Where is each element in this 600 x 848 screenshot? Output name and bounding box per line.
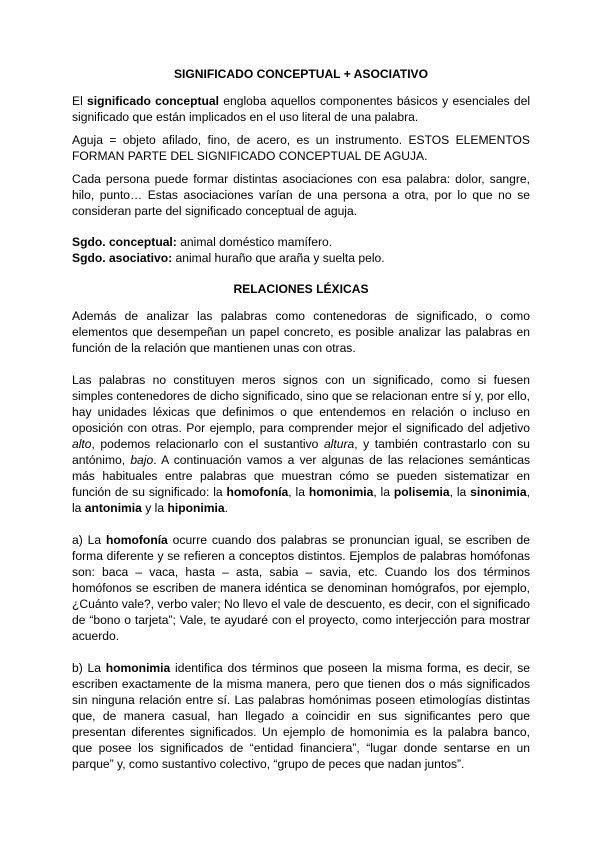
- text-run: , la: [72, 485, 530, 515]
- text-run: identifica dos términos que poseen la misma forma, es decir, se escriben exactamente de la misma manera, pero que tienen dos o más significados sin ninguna relación entre sí. Las palabras homónimas poseen etimologías distintas que, de manera casual, han llegado a coincidir en sus significantes pero que presentan diferentes significados. Un ejemplo de homonimia es la palabra banco, que posee los significados de “entidad financiera”, “lugar donde sentarse en un parque” y, como sustantivo colectivo, “grupo de peces que nadan juntos”.: [72, 661, 530, 771]
- bold-term: homonimia: [308, 485, 374, 499]
- paragraph-homonimia: [72, 660, 530, 772]
- text-run: . A continuación vamos a ver algunas de las relaciones semánticas más habituales entre palabras que muestran cómo se pueden sistematizar en función de su significado: la: [72, 453, 530, 499]
- bold-term: sinonimia: [470, 485, 527, 499]
- text-run: .: [224, 501, 228, 515]
- definition-text: animal doméstico mamífero.: [176, 235, 333, 249]
- definition-text: animal huraño que araña y suelta pelo.: [172, 251, 385, 265]
- bold-term: homonimia: [105, 661, 171, 675]
- italic-term: bajo: [130, 453, 154, 467]
- definition-label: Sgdo. conceptual:: [72, 235, 177, 249]
- text-run: a) La: [72, 533, 106, 547]
- italic-term: alto: [72, 437, 92, 451]
- definition-conceptual: [72, 234, 530, 250]
- text-run: , la: [373, 485, 394, 499]
- bold-term: significado conceptual: [87, 94, 220, 108]
- bold-term: homofonía: [105, 533, 168, 547]
- definition-label: Sgdo. asociativo:: [72, 251, 173, 265]
- bold-term: homofonía: [226, 485, 289, 499]
- bold-term: antonimia: [84, 501, 142, 515]
- paragraph-lexical-relations: [72, 372, 530, 516]
- paragraph-conceptual-def: [72, 93, 530, 125]
- paragraph-associations: Cada persona puede formar distintas asociaciones con esa palabra: dolor, sangre, hilo, punto… Estas asociaciones varían de una persona a otra, por lo que no se consideran parte del significado conceptual de aguja.: [72, 172, 530, 218]
- text-run: , y también contrastarlo con su antónimo,: [72, 437, 530, 467]
- text-run: ocurre cuando dos palabras se pronuncian igual, se escriben de forma diferente y se refieren a conceptos distintos. Ejemplos de palabras homófonas son: baca – vaca, hasta – asta, sabia – savia, etc. Cuando los dos términos homófonos se escriben de manera idéntica se denominan homógrafos, por ejemplo, ¿Cuánto vale?, verbo valer; No llevo el vale de descuento, es decir, con el significado de “bono o tarjeta”; Vale, te ayudaré con el proyecto, como interjección para mostrar acuerdo.: [72, 533, 530, 643]
- text-run: Las palabras no constituyen meros signos con un significado, como si fuesen simples contenedores de dicho significado, sino que se relacionan entre sí y, por ello, hay unidades léxicas que definimos o que entendemos en relación o incluso en oposición con otras. Por ejemplo, para comprender mejor el significado del adjetivo: [72, 373, 530, 435]
- text-run: , la: [449, 485, 471, 499]
- text-run: , la: [288, 485, 309, 499]
- text-run: engloba aquellos componentes básicos y esenciales del significado que están implicados en el uso literal de una palabra.: [72, 94, 531, 124]
- bold-term: hiponimia: [167, 501, 225, 515]
- bold-term: polisemia: [393, 485, 450, 499]
- section-title-lexical: RELACIONES LÉXICAS: [233, 282, 369, 296]
- text-run: y la: [141, 501, 168, 515]
- text-run: El: [72, 94, 88, 108]
- text-run: b) La: [72, 661, 106, 675]
- paragraph-lexical-intro: Además de analizar las palabras como contenedoras de significado, o como elementos que desempeñan un papel concreto, es posible analizar las palabras en función de la relación que mantienen unas con otras.: [72, 309, 530, 355]
- italic-term: altura: [323, 437, 355, 451]
- paragraph-aguja-example: Aguja = objeto afilado, fino, de acero, es un instrumento. ESTOS ELEMENTOS FORMAN PARTE DEL SIGNIFICADO CONCEPTUAL DE AGUJA.: [72, 133, 530, 163]
- paragraph-homofonia: [72, 532, 530, 644]
- section-title-conceptual: SIGNIFICADO CONCEPTUAL + ASOCIATIVO: [173, 67, 429, 81]
- text-run: , podemos relacionarlo con el sustantivo: [91, 437, 324, 451]
- definition-associative: [72, 250, 530, 266]
